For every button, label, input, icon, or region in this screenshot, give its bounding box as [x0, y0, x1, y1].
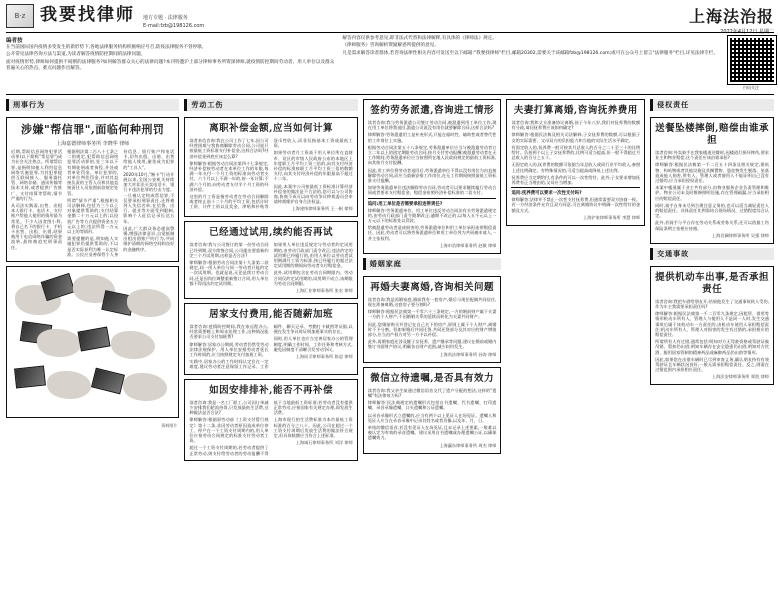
paper-name: 上海法治报 — [688, 7, 774, 26]
paragraph: 读者咨询:我是再婚家庭,婚前我有一套房产,婚后与现任配偶共同居住,现在准备离婚,这套房子要分割吗? — [367, 296, 497, 308]
column-criminal — [6, 99, 179, 615]
qr-caption: 扫码关注 — [743, 85, 759, 90]
article-body — [655, 150, 769, 239]
paragraph: 读者咨询:我与劳务派遣公司签订劳动合同,被派遣到用工单位工作,现在用工单位将我退回,派遣公司说没有岗位就要解除合同,这样合法吗? — [367, 120, 497, 131]
article-signature: 上海建纬律师事务所 王一帆 律师 — [291, 206, 353, 212]
article-labor-5 — [363, 99, 502, 254]
paragraph: 律师解答:根据原劳动部《工资支付暂行规定》第十二条,非因劳动者原因造成单位停工、停产在一个工资支付周期内的,用人单位应按劳动合同规定的标准支付劳动者工资。 — [189, 417, 269, 444]
notice-heading: 编者按 — [6, 38, 23, 44]
article-signature: 上海汇业律师事务所 张宏 律师 — [295, 288, 353, 294]
paragraph: 律师解答:根据民法典第一千二百零九条规定,因租赁、借用等情形机动车所有人、管理人与使用人不是同一人时,发生交通事故后属于该机动车一方责任的,由机动车使用人承担赔偿责任;机动车所有人、管理人对损害的发生有过错的,承担相应的赔偿责任。 — [655, 311, 769, 338]
article-marriage-3 — [363, 367, 502, 454]
paragraph: 单纯的微信语音,若没有见证人在场见证,且未记录上述要素,一般难以被认定为有效的录音遗嘱。建议采用自书遗嘱或办理遗嘱公证,以确保遗嘱效力。 — [367, 424, 497, 441]
article-headline: 送餐坠楼摔倒,赔偿由谁承担 — [655, 123, 769, 146]
paragraph: 所谓所有人有过错,通常包括:明知对方无驾驶资格或驾驶证被吊销、暂扣仍出借;明知车辆存在安全隐患仍出借;明知对方饮酒、服用国家管制的精神药品或麻醉药品仍出借等情形。 — [655, 339, 769, 355]
paragraph: 此外,试用期包含在劳动合同期限内。劳动合同仅约定试用期的,试用期不成立,该期限为劳动合同期限。 — [273, 270, 353, 286]
notice-left — [6, 36, 334, 91]
article-headline: 提供机动车出事,是否承担责任 — [655, 271, 769, 295]
notice-paragraph: 凡是需求解答读者群体,若咨询法律性相关内容可发送至以下邮箱:"我要找律师"栏目,邮箱20302,需要关于该邮箱fzb@198126.com;或可在公众号上留言"法律服务"栏目,详见法律专栏。 — [342, 50, 718, 56]
masthead — [6, 4, 774, 33]
paragraph: 律师解答:民法典规定的遗嘱形式包括自书遗嘱、代书遗嘱、打印遗嘱、录音录像遗嘱、口头遗嘱和公证遗嘱。 — [367, 400, 497, 411]
paragraph: 上海市现行的生活费标准为本市最低工资标准的百分之八十。因此,公司在超过一个工资支付周期后发放生活费的做法符合规定,但具体数额应当符合上述标准。 — [273, 417, 353, 438]
paragraph: 需要提醒的是,明知他人实施犯罪仍提供帮助的,不以是否实际获利为唯一认定标准。公民应妥善保管个人身份信息、银行账户和电话卡,切勿出租、出借、出售给他人使用,避免成为犯罪的"工具人"。 — [67, 149, 175, 257]
paragraph: 律师解答:根据劳动合同法第十九条第二款规定,同一用人单位与同一劳动者只能约定一次试用期。也就是说,无论是续订劳动合同,还是因岗位调整重新签订合同,用人单位都不得再次约定试用期。 — [189, 260, 269, 286]
paragraph: 读者咨询:我是一名工厂职工,公司因订单减少安排我们轮流待岗,只发放最低生活费,这种做法是否合法? — [189, 399, 269, 416]
article-signature: 上海申浩律师事务所 赵敏 律师 — [439, 242, 497, 248]
paragraph: 根据刑法第二百八十七条之二的规定,犯帮助信息网络犯罪活动罪的,处三年以下有期徒刑或者拘役,并处或者单处罚金。单位犯罪的,对单位判处罚金,并对其直接负责的主管人员和其他直接责任人员依照前款规定处罚。 — [67, 149, 119, 196]
masthead-subtitle — [143, 4, 204, 30]
paragraph: 因此,广大群众务必提高警惕,增强法律意识,自觉抵制出租出借账户的行为,共同维护清朗的网络空间和良好的金融秩序。 — [123, 225, 175, 252]
article-labor-4 — [184, 379, 357, 461]
paragraph: 根据劳动合同法第五十八条规定,劳务派遣单位应当与被派遣劳动者订立二年以上的固定期限劳动合同,按月支付劳动报酬;被派遣劳动者在无工作期间,劳务派遣单位应当按照所在地人民政府规定的最低工资标准,向其按月支付报酬。 — [367, 144, 497, 166]
paragraph: 抚养费应当定期给付,有条件的可以一次性给付。此外,子女要求增加抚养费有正当理由的,父母应当增加。 — [511, 174, 641, 186]
paragraph: 律师解答:根据民法典第一千二百五十四条及相关规定,建筑物、构筑物或者其他设施及其搁置物、悬挂物发生脱落、坠落造成他人损害,所有人、管理人或者使用人不能证明自己没有过错的,应当承担侵权责任。 — [655, 162, 769, 184]
divider — [368, 198, 497, 199]
masthead-subtitle-line1: 地方专题 · 法律服务 — [143, 15, 188, 21]
article-labor-2 — [184, 221, 357, 299]
article-headline: 居家支付费用,能否随薪加班 — [209, 309, 333, 321]
paragraph: 律师解答:根据民法典第一千零六十三条规定,一方的婚前财产属于夫妻一方的个人财产,不因婚姻关系的延续而转化为夫妻共同财产。 — [367, 309, 497, 320]
article-photo — [6, 266, 179, 418]
page-title: 我要找律师 — [40, 5, 135, 25]
publication-date: 2022年4月12日 星期二 — [720, 29, 774, 35]
paragraph: 律师解答:法律并不禁止一次性支付抚养费,但通常需要双方协商一致。若一方经济条件允许且双方同意,可在离婚协议中明确一次性给付的金额及方式。 — [511, 197, 641, 213]
article-byline: 上海嘉德律师事务所 李晓华 律师 — [56, 141, 130, 147]
paragraph: 这里的月工资是指劳动者在劳动合同解除或者终止前十二个月的平均工资,包括计时工资、计件工资以及奖金、津贴和补贴等货币性收入,而非仅指基本工资或最低工资。 — [189, 138, 353, 210]
article-tort-1 — [650, 117, 774, 244]
paragraph: 读者咨询:我和丈夫准备协议离婚,孩子今年八岁,我们对抚养费的数额有分歧,请问抚养费应该如何确定? — [511, 120, 641, 131]
column-tort-traffic — [650, 99, 774, 615]
paragraph: 读者咨询:外卖骑手在我家楼道送餐时,因楼道灯损坏摔伤,要求业主和物业赔偿,这个责任应该由谁承担? — [655, 150, 769, 161]
article-signature: 上海君澜律师事务所 吴强 律师 — [711, 232, 769, 238]
notice-mid — [342, 36, 720, 91]
masthead-right — [689, 4, 774, 35]
article-body — [655, 299, 769, 381]
notice-paragraph: 解答内容仅供参考意见,即非法式代替和法律解释,有具体的《律师法》规定。 — [342, 36, 497, 41]
paragraph: 因此,本案中公司按最低工资标准计算经济补偿金的做法是不合法的,您可以与公司协商,协商不成可以向劳动争议仲裁委员会申请仲裁维护自身合法权益。 — [273, 183, 353, 205]
paragraph: 有固定收入的,抚养费一般可按其月总收入的百分之二十至三十的比例给付。负担两个以上子女抚养费的,比例可适当提高,但一般不得超过月总收入的百分之五十。 — [511, 144, 641, 161]
article-body — [189, 400, 352, 456]
paragraph: 近期,帮助信息网络犯罪活动罪(以下简称"帮信罪")成为社会关注热点。所谓帮信罪,是指明知他人利用信息网络实施犯罪,为其犯罪提供互联网接入、服务器托管、网络存储、通讯传输等技术支持,或者提供广告推广、支付结算等帮助,情节严重的行为。 — [11, 149, 63, 201]
paragraph: 此外,若骑手与平台存在劳动关系或劳务关系,还可以依据工伤保险条例主张相应待遇。 — [655, 220, 769, 231]
article-signature: 上海沪家律师事务所 李慧 律师 — [583, 214, 641, 220]
article-body — [189, 138, 352, 212]
paragraph: 从司法实践看,出售、出租本人银行卡、电话卡、支付账户给他人使用的情形最为常见。不少人因贪图小利,将自己名下的银行卡、手机卡出售、出租、出借,结果被用于电信网络诈骗的资金流转,最终被追究刑事责任。 — [11, 203, 63, 250]
paragraph: 读者咨询:我与公司签订的第一份劳动合同已经到期,双方续签合同,公司提出要重新约定三个月试用期,这样是否合法? — [189, 242, 269, 258]
newspaper-logo-icon: B·z — [6, 4, 34, 28]
section-tag-criminal[interactable]: 刑事行为 — [6, 99, 179, 111]
followup-question: 追问:用工单位是否需要承担连带责任? — [367, 201, 443, 207]
paragraph: 给被派遣劳动者造成损害的,劳务派遣单位和用工单位承担连带赔偿责任。因此,劳动者可以将劳务派遣单位和用工单位列为共同被申请人,一并主张权利。 — [367, 225, 497, 241]
article-headline: 离职补偿金额,应当如何计算 — [209, 123, 333, 134]
paragraph: 超过一个工资支付周期的,若劳动者提供了正常劳动,则支付给劳动者的劳动报酬不得低于当地最低工资标准;若劳动者没有提供正常劳动,应按国家有关规定办理,即发放生活费。 — [189, 399, 353, 456]
paragraph: 无固定收入的,抚养费的数额可依据当年总收入或同行业平均收入,参照上述比例确定。有特殊情况的,可适当提高或降低上述比例。 — [511, 162, 641, 173]
article-headline: 夫妻打算离婚,咨询抚养费用 — [513, 105, 638, 116]
paragraph: 如果劳务派遣单位违法解除劳动合同,劳动者可以要求继续履行劳动合同或者要求支付赔偿金。赔偿金按照经济补偿标准的二倍支付。 — [367, 185, 497, 196]
section-tag-traffic[interactable]: 交通事故 — [650, 248, 774, 260]
article-headline: 微信立待遗嘱,是否具有效力 — [370, 372, 494, 384]
article-labor-1 — [184, 117, 357, 217]
notice-paragraph: 在当前国际国内疫情多变发生的新形势下,各地法律服务机构积极响应号召,防疫法律服务不曾停歇, — [6, 45, 204, 50]
column-labor — [184, 99, 357, 615]
photo-caption: 资料图片 — [161, 423, 178, 429]
paragraph: 律师解答:劳务派遣用工是补充形式,只能在临时性、辅助性或者替代性的工作岗位上实施。 — [367, 132, 497, 143]
article-body — [511, 120, 640, 221]
paragraph: 律师解答:根据劳动合同法第四十七条规定,经济补偿按劳动者在本单位工作的年限,每满一年支付一个月工资的标准向劳动者支付。六个月以上不满一年的,按一年计算;不满六个月的,向劳动者支付半个月工资的经济补偿。 — [189, 160, 269, 192]
article-headline: 再婚夫妻离婚,咨询相关问题 — [370, 281, 494, 293]
column-labor-dispatch — [363, 99, 502, 615]
article-traffic-1 — [650, 266, 774, 386]
paragraph: 所谓"情节严重",根据相关司法解释,包括为三个以上对象提供帮助的;支付结算金额二十万元以上的;以投放广告等方式提供资金五万元以上的;违法所得一万元以上的等情形。 — [67, 197, 119, 235]
divider — [511, 187, 640, 188]
paragraph: 因此,如果您在出借车辆时已尽到审查义务,确认朋友持有有效驾驶证且车辆状况良好,一般无需承担赔偿责任。反之,则需在过错范围内承担相应责任。 — [655, 356, 769, 373]
notice-paragraph: 《律师服务》咨询解析资疑解惑所提供的意见。 — [342, 43, 439, 49]
paragraph: 2020年10月,"断卡"行动开展以来,全国公安机关持续加大对非法买卖电话卡、银行卡违法犯罪的打击力度。一旦被认定构成帮信罪,不仅要承担刑事责任,还将被列入失信名单,在信贷、出行、就业等方面受到限制,影响个人征信记录长达五年。 — [123, 171, 175, 224]
article-body — [368, 297, 497, 358]
paragraph: 读者咨询:疫情防控期间,我在家远程办公,经常需要晚上和周末处理工作,这种情况能否要求公司支付加班费? — [189, 324, 269, 340]
section-tag-tort[interactable]: 侵权责任 — [650, 99, 774, 111]
editor-notice — [6, 36, 774, 95]
article-grid — [6, 99, 774, 615]
masthead-subtitle-line2: E-mail:fzb@198126.com — [143, 23, 205, 29]
article-labor-3 — [184, 303, 357, 375]
paragraph: 此外,再婚家庭还涉及继子女抚养、遗产继承等问题,建议在婚前或婚内签订书面财产协议,明确各自财产范围,减少纠纷发生。 — [367, 339, 497, 350]
section-tag-labor[interactable]: 劳动工伤 — [184, 99, 357, 111]
followup-question: 追问:抚养费可以要求一次性支付吗? — [511, 191, 582, 197]
article-headline: 涉嫌"帮信罪",面临何种刑罚 — [21, 123, 165, 136]
column-marriage — [506, 99, 645, 615]
paragraph: 读者来信咨询:我在公司工作了七年,因公司经营困难与我协商解除劳动合同,公司说只按最低工资标准支付补偿金,这样合法吗?经济补偿金到底应该怎么算? — [189, 138, 269, 159]
paragraph: 同时,用人单位也应当完善居家办公的管理制度,明确工作时间、工作任务和考核方式,避免因制度不清晰引发劳动争议。 — [273, 336, 353, 352]
paragraph: 实践中,居家办公的工作时间认定存在一定难度,建议劳动者注意保留工作记录、工作邮件、聊天记录、考勤打卡截图等证据,以便在发生争议时证明加班事实的存在。 — [189, 324, 353, 370]
paragraph: 律师解答:根据民法典及相关司法解释,子女抚养费的数额,可以根据子女的实际需要、父母双方的负担能力和当地的实际生活水平确定。 — [511, 132, 641, 143]
article-signature: 上海尚法律师事务所 孙涛 律师 — [439, 351, 497, 357]
paragraph: 读者咨询:我父亲生前通过微信语音交代了遗产分配的想法,这样的"遗嘱"有法律效力吗? — [367, 387, 497, 398]
paragraph: 以录音录像形式立遗嘱的,应当有两个以上见证人在场见证。遗嘱人和见证人应当在录音录像中记录其姓名或者肖像,以及年、月、日。 — [367, 412, 497, 423]
qr-code-icon[interactable] — [728, 36, 776, 84]
qr-code-block[interactable] — [728, 36, 774, 91]
notice-paragraph: 面对疫情形势,律师如何提供不间断的法律服务?如何解答群众关心的法律问题?本刊特邀沪上部分律师事务所资深律师,就疫情防控期间劳动者、用人单位以及群众普遍关心的热点、难点问题作出解答。 — [6, 59, 335, 72]
section-tag-marriage[interactable]: 婚姻家庭 — [363, 258, 502, 270]
paragraph: 如果用人单位违反规定与劳动者约定试用期的,由劳动行政部门责令改正;违法约定的试用期已经履行的,由用人单位以劳动者试用期满月工资为标准,按已经履行的超过法定试用期的期间向劳动者支付赔偿金。 — [273, 242, 353, 269]
paragraph: 如果劳动者月工资高于用人单位所在直辖市、设区的市级人民政府公布的本地区上年度职工月平均工资三倍的,向其支付经济补偿的标准按职工月平均工资三倍的数额支付,向其支付经济补偿的年限最高不超过十二年。 — [273, 150, 353, 182]
article-signature: 上海法安律师事务所 郑凯 律师 — [711, 374, 769, 380]
paragraph: 因此,用工单位将劳动者退回后,劳务派遣单位不得以没有岗位为由直接解除劳动合同,而应当重新安排工作岗位,在无工作期间按照最低工资标准支付报酬。 — [367, 167, 497, 184]
article-criminal-main — [6, 117, 179, 262]
paragraph: 读者咨询:我把车借给朋友开,结果他发生了交通事故致人受伤,作为车主我需要承担责任吗? — [655, 298, 769, 310]
article-marriage-1 — [506, 99, 645, 226]
article-body — [189, 324, 352, 370]
article-signature: 上海同孚律师事务所 陈思 律师 — [295, 354, 353, 360]
paragraph: 本案中楼道属于业主共有部分,由物业服务企业负责管理和维护。物业公司未及时维修照明设施,存在管理疏漏,应当承担相应的赔偿责任。 — [655, 185, 769, 201]
paragraph: 同时,骑手自身未尽到合理注意义务的,也可以适当减轻责任人的赔偿责任。具体责任比例需结合现场情况、过错程度综合认定。 — [655, 202, 769, 219]
article-body — [189, 242, 352, 294]
article-body — [368, 120, 497, 249]
paragraph: 律师解答:居家办公期间,劳动者仍然受劳动法律法规保护。用人单位安排劳动者延长工作时间的,应当按照规定支付加班工资。 — [189, 341, 269, 358]
article-marriage-2 — [363, 276, 502, 363]
article-headline: 签约劳务派遣,咨询进工情形 — [370, 105, 494, 116]
article-signature: 上海瀛东律师事务所 周杰 律师 — [439, 442, 497, 448]
article-headline: 如因安排排补,能否不再补偿 — [209, 384, 333, 396]
paragraph: 因此,您婚前购买并登记在自己名下的房产,原则上属于个人财产,离婚时不予分割。但如果婚后共同还贷,共同还贷部分及其对应的财产增值部分,应当由产权方对另一方予以补偿。 — [367, 321, 497, 338]
article-body — [368, 388, 497, 449]
article-body — [11, 149, 174, 257]
notice-paragraph: 公开常见法律咨询方法与渠道,为读者解答疫情防控期间的法律问题。 — [6, 52, 146, 58]
article-signature: 上海诚石律师事务所 刘洋 律师 — [295, 440, 353, 446]
article-headline: 已经通过试用,续约能否再试 — [209, 227, 333, 239]
paragraph: 律师解答:劳务派遣单位、用工单位违反劳动合同法有关劳务派遣规定的,由劳动行政部门责令限期改正;逾期不改正的,以每人五千元以上一万元以下的标准处以罚款。 — [367, 207, 497, 224]
